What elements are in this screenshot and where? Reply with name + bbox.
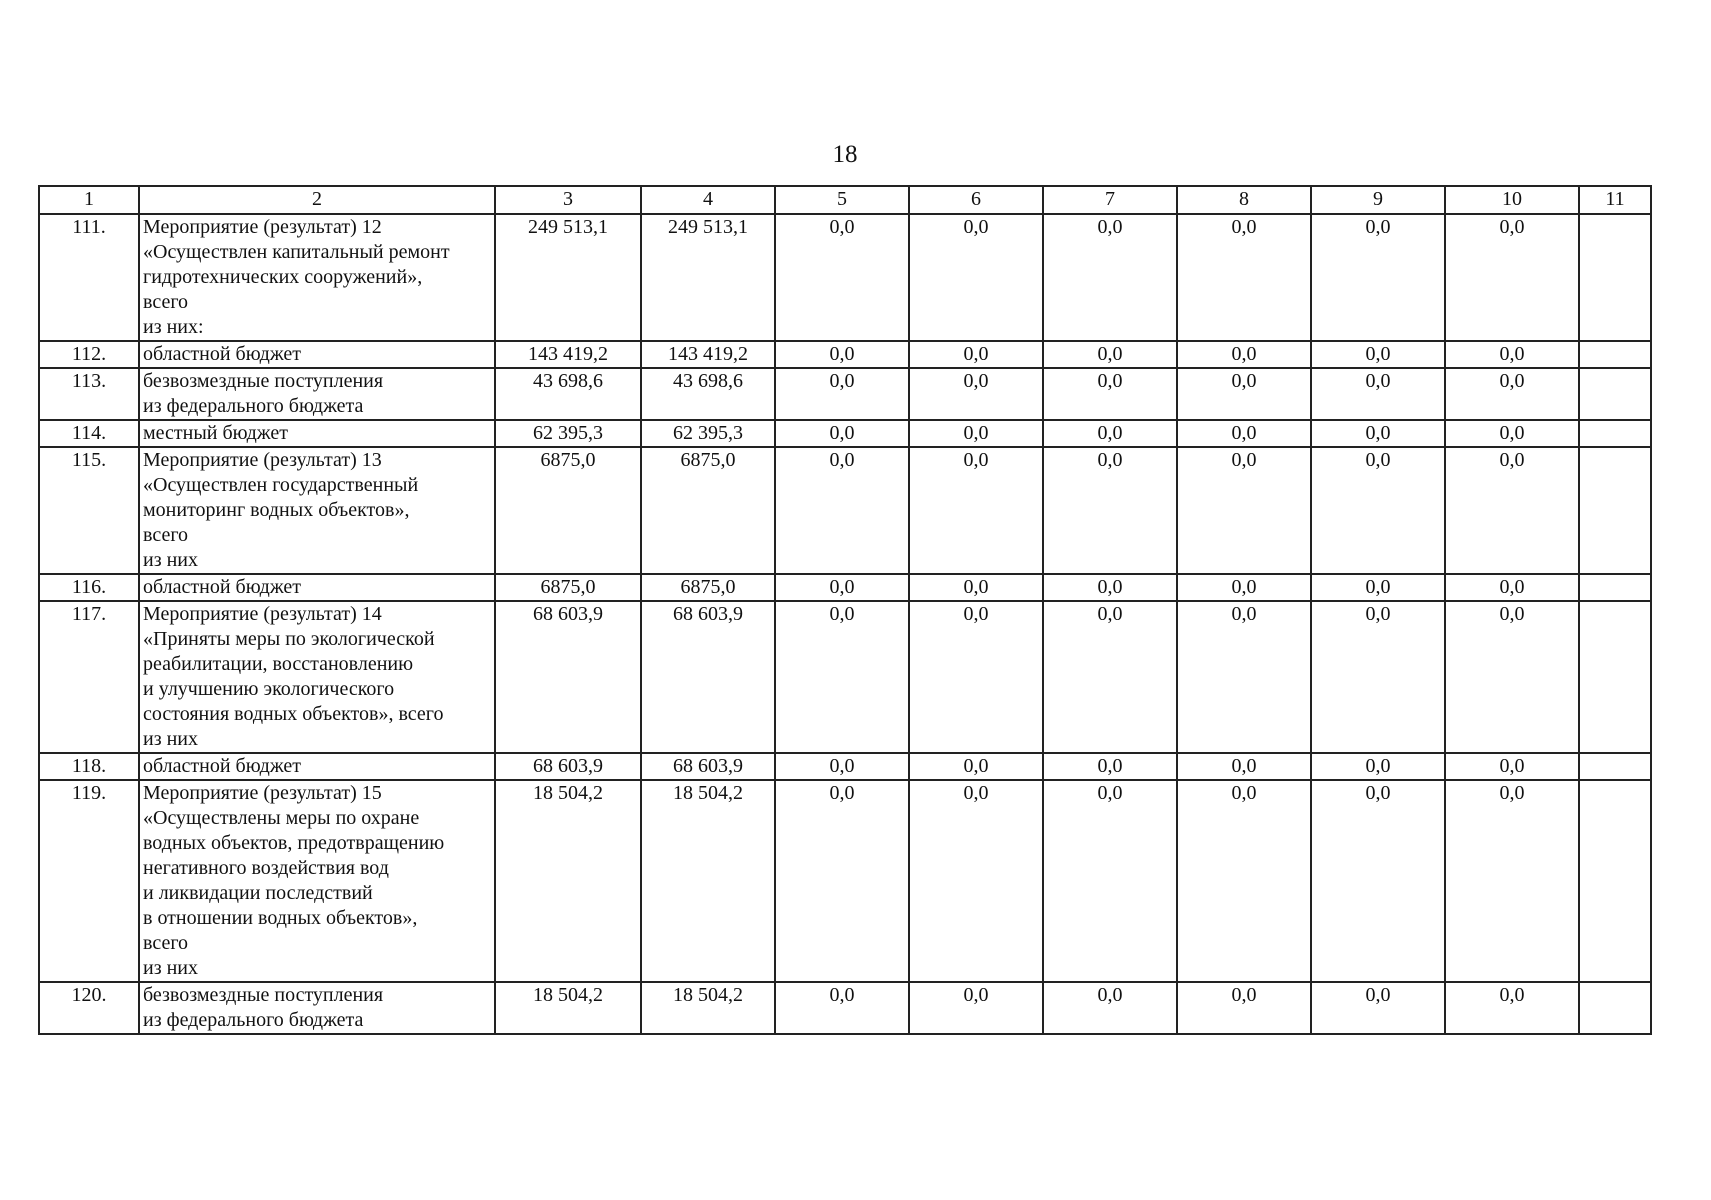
- value-cell: 0,0: [1043, 368, 1177, 420]
- row-number: 114.: [39, 420, 139, 447]
- value-cell: 0,0: [775, 780, 909, 982]
- value-cell: [1579, 601, 1651, 753]
- value-cell: 0,0: [1311, 753, 1445, 780]
- table-row: [39, 574, 1651, 601]
- row-name: местный бюджет: [139, 420, 495, 447]
- value-cell: 0,0: [775, 214, 909, 341]
- table-body: [39, 186, 1651, 1034]
- value-cell: 0,0: [1043, 982, 1177, 1034]
- table-row: [39, 601, 1651, 753]
- row-number: 113.: [39, 368, 139, 420]
- value-cell: 0,0: [1445, 574, 1579, 601]
- table-row: [39, 780, 1651, 982]
- value-cell: 0,0: [775, 447, 909, 574]
- value-cell: 0,0: [909, 214, 1043, 341]
- row-name: безвозмездные поступления из федерального бюджета: [139, 368, 495, 420]
- value-cell: 68 603,9: [641, 753, 775, 780]
- value-cell: 0,0: [1445, 601, 1579, 753]
- value-cell: 0,0: [1043, 447, 1177, 574]
- value-cell: 0,0: [1043, 214, 1177, 341]
- row-number: 117.: [39, 601, 139, 753]
- value-cell: 0,0: [775, 341, 909, 368]
- value-cell: 0,0: [1177, 420, 1311, 447]
- value-cell: 143 419,2: [641, 341, 775, 368]
- value-cell: 0,0: [775, 368, 909, 420]
- row-name: Мероприятие (результат) 15 «Осуществлены меры по охране водных объектов, предотвращению негативного воздействия вод и ликвидации последствий в отношении водных объектов», всего из них: [139, 780, 495, 982]
- value-cell: 6875,0: [641, 447, 775, 574]
- column-header: 3: [495, 186, 641, 214]
- row-name: областной бюджет: [139, 574, 495, 601]
- value-cell: 0,0: [1311, 601, 1445, 753]
- row-name: безвозмездные поступления из федерального бюджета: [139, 982, 495, 1034]
- column-header: 4: [641, 186, 775, 214]
- value-cell: [1579, 341, 1651, 368]
- value-cell: 0,0: [909, 420, 1043, 447]
- column-header: 2: [139, 186, 495, 214]
- column-header: 6: [909, 186, 1043, 214]
- value-cell: 0,0: [1311, 780, 1445, 982]
- value-cell: 0,0: [1177, 341, 1311, 368]
- value-cell: 0,0: [1445, 982, 1579, 1034]
- value-cell: 0,0: [1445, 368, 1579, 420]
- value-cell: 62 395,3: [495, 420, 641, 447]
- value-cell: 0,0: [775, 753, 909, 780]
- value-cell: 0,0: [1311, 420, 1445, 447]
- value-cell: 0,0: [909, 982, 1043, 1034]
- value-cell: 0,0: [1311, 447, 1445, 574]
- value-cell: [1579, 753, 1651, 780]
- table-row: [39, 214, 1651, 341]
- value-cell: 0,0: [1445, 420, 1579, 447]
- column-header: 9: [1311, 186, 1445, 214]
- value-cell: 18 504,2: [495, 982, 641, 1034]
- value-cell: 0,0: [1177, 447, 1311, 574]
- value-cell: 0,0: [1043, 420, 1177, 447]
- value-cell: 0,0: [909, 753, 1043, 780]
- column-header: 1: [39, 186, 139, 214]
- column-header: 11: [1579, 186, 1651, 214]
- value-cell: 0,0: [1043, 753, 1177, 780]
- row-number: 112.: [39, 341, 139, 368]
- value-cell: 0,0: [1311, 982, 1445, 1034]
- value-cell: 0,0: [909, 341, 1043, 368]
- value-cell: 0,0: [909, 601, 1043, 753]
- value-cell: 6875,0: [495, 574, 641, 601]
- value-cell: 0,0: [1311, 341, 1445, 368]
- row-number: 119.: [39, 780, 139, 982]
- table-row: [39, 753, 1651, 780]
- table-row: [39, 368, 1651, 420]
- value-cell: [1579, 368, 1651, 420]
- value-cell: 0,0: [1445, 780, 1579, 982]
- table-row: [39, 982, 1651, 1034]
- value-cell: 0,0: [909, 780, 1043, 982]
- value-cell: [1579, 574, 1651, 601]
- value-cell: [1579, 214, 1651, 341]
- value-cell: 0,0: [1043, 601, 1177, 753]
- page-number: 18: [832, 141, 858, 168]
- value-cell: 18 504,2: [641, 780, 775, 982]
- value-cell: [1579, 447, 1651, 574]
- value-cell: 143 419,2: [495, 341, 641, 368]
- value-cell: 6875,0: [641, 574, 775, 601]
- row-number: 111.: [39, 214, 139, 341]
- value-cell: 6875,0: [495, 447, 641, 574]
- value-cell: 0,0: [1445, 447, 1579, 574]
- value-cell: 0,0: [1043, 780, 1177, 982]
- value-cell: 0,0: [909, 574, 1043, 601]
- column-header: 7: [1043, 186, 1177, 214]
- row-name: Мероприятие (результат) 13 «Осуществлен государственный мониторинг водных объектов», всего из них: [139, 447, 495, 574]
- value-cell: 43 698,6: [641, 368, 775, 420]
- value-cell: 0,0: [1177, 780, 1311, 982]
- value-cell: 0,0: [1043, 341, 1177, 368]
- value-cell: 43 698,6: [495, 368, 641, 420]
- value-cell: 0,0: [1445, 341, 1579, 368]
- table-row: [39, 447, 1651, 574]
- row-number: 116.: [39, 574, 139, 601]
- value-cell: 68 603,9: [641, 601, 775, 753]
- value-cell: 0,0: [775, 601, 909, 753]
- value-cell: 0,0: [909, 447, 1043, 574]
- value-cell: [1579, 420, 1651, 447]
- value-cell: 0,0: [1311, 574, 1445, 601]
- value-cell: 0,0: [775, 420, 909, 447]
- value-cell: 0,0: [1177, 368, 1311, 420]
- value-cell: [1579, 780, 1651, 982]
- value-cell: 0,0: [1445, 753, 1579, 780]
- value-cell: 0,0: [775, 982, 909, 1034]
- value-cell: 0,0: [775, 574, 909, 601]
- column-header: 5: [775, 186, 909, 214]
- budget-table: [38, 185, 1652, 1035]
- table-row: [39, 341, 1651, 368]
- value-cell: 0,0: [1177, 601, 1311, 753]
- table-row: [39, 420, 1651, 447]
- row-name: областной бюджет: [139, 341, 495, 368]
- value-cell: 0,0: [1311, 368, 1445, 420]
- value-cell: 0,0: [1043, 574, 1177, 601]
- value-cell: 68 603,9: [495, 753, 641, 780]
- value-cell: 18 504,2: [495, 780, 641, 982]
- value-cell: 0,0: [1177, 214, 1311, 341]
- row-number: 118.: [39, 753, 139, 780]
- value-cell: 0,0: [1177, 753, 1311, 780]
- value-cell: 18 504,2: [641, 982, 775, 1034]
- value-cell: 0,0: [1445, 214, 1579, 341]
- row-name: Мероприятие (результат) 14 «Приняты меры по экологической реабилитации, восстановлению и улучшению экологического состояния водных объектов», всего из них: [139, 601, 495, 753]
- value-cell: 0,0: [1177, 574, 1311, 601]
- value-cell: 0,0: [1311, 214, 1445, 341]
- column-header: 8: [1177, 186, 1311, 214]
- value-cell: [1579, 982, 1651, 1034]
- row-name: Мероприятие (результат) 12 «Осуществлен капитальный ремонт гидротехнических сооружений», всего из них:: [139, 214, 495, 341]
- row-number: 120.: [39, 982, 139, 1034]
- value-cell: 0,0: [1177, 982, 1311, 1034]
- value-cell: 249 513,1: [495, 214, 641, 341]
- row-name: областной бюджет: [139, 753, 495, 780]
- column-header: 10: [1445, 186, 1579, 214]
- value-cell: 0,0: [909, 368, 1043, 420]
- header-row: [39, 186, 1651, 214]
- value-cell: 62 395,3: [641, 420, 775, 447]
- value-cell: 249 513,1: [641, 214, 775, 341]
- value-cell: 68 603,9: [495, 601, 641, 753]
- row-number: 115.: [39, 447, 139, 574]
